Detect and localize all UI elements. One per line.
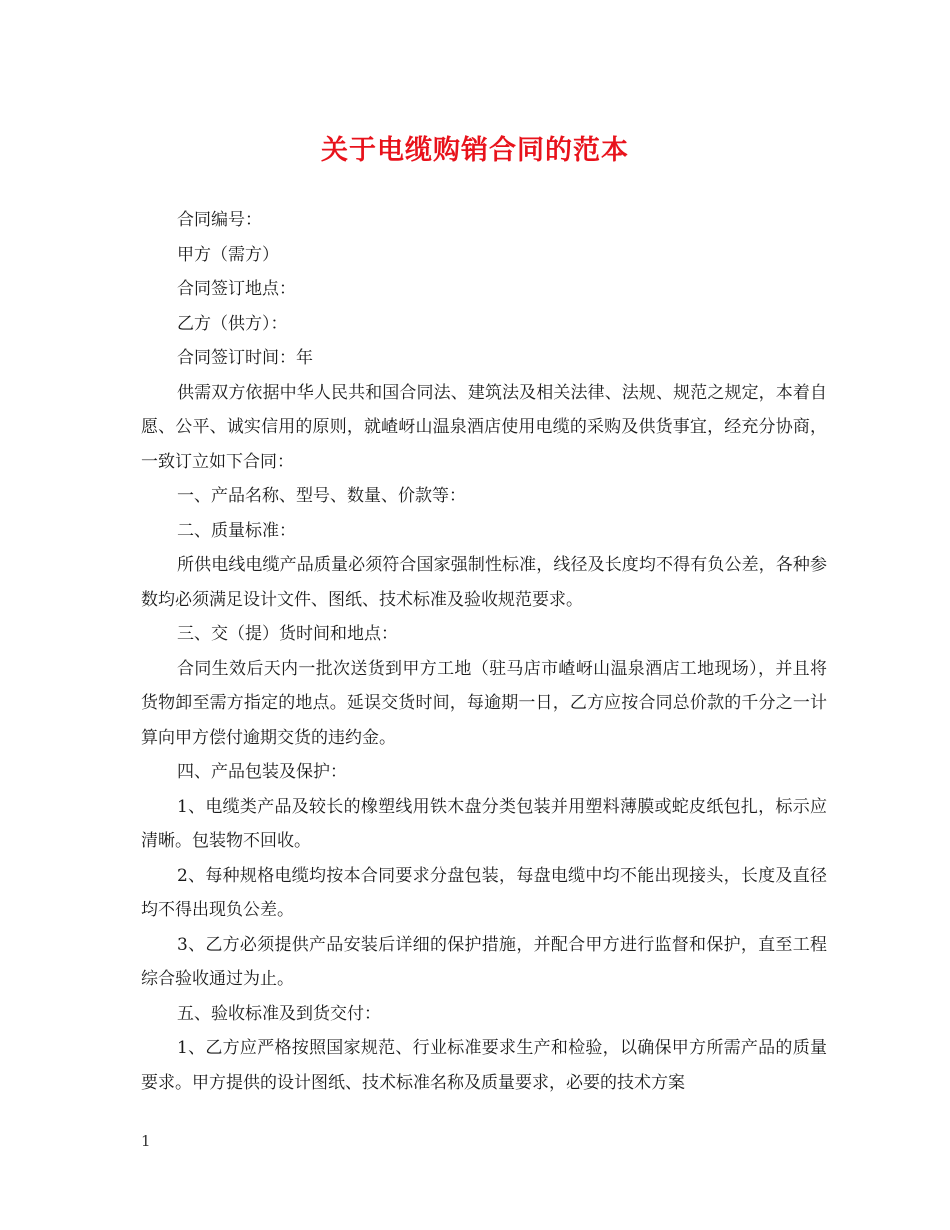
packaging-item-3: 3、乙方必须提供产品安装后详细的保护措施，并配合甲方进行监督和保护，直至工程综合验收通过为止。 xyxy=(141,934,827,989)
contract-number-line: 合同编号： xyxy=(177,210,262,230)
section-heading-acceptance: 五、验收标准及到货交付： xyxy=(177,1003,381,1024)
packaging-item-1: 1、电缆类产品及较长的橡塑线用铁木盘分类包装并用塑料薄膜或蛇皮纸包扎，标示应清晰。包装物不回收。 xyxy=(141,796,827,851)
preamble-paragraph: 供需双方依据中华人民共和国合同法、建筑法及相关法律、法规、规范之规定，本着自愿、公平、诚实信用的原则，就嵖岈山温泉酒店使用电缆的采购及供货事宜，经充分协商，一致订立如下合同： xyxy=(141,382,827,472)
signing-time-line: 合同签订时间：年 xyxy=(177,348,313,368)
signing-place-line: 合同签订地点： xyxy=(177,279,296,299)
section-heading-packaging: 四、产品包装及保护： xyxy=(177,762,347,782)
packaging-item-2: 2、每种规格电缆均按本合同要求分盘包装，每盘电缆中均不能出现接头，长度及直径均不得出现负公差。 xyxy=(141,865,827,920)
section-heading-quality: 二、质量标准： xyxy=(177,520,296,541)
quality-paragraph: 所供电线电缆产品质量必须符合国家强制性标准，线径及长度均不得有负公差，各种参数均必须满足设计文件、图纸、技术标准及验收规范要求。 xyxy=(141,555,827,610)
party-a-line: 甲方（需方） xyxy=(177,244,279,265)
document-body xyxy=(141,203,827,1100)
document-title: 关于电缆购销合同的范本 xyxy=(321,135,629,166)
page-number: 1 xyxy=(141,1132,151,1150)
section-heading-delivery: 三、交（提）货时间和地点： xyxy=(177,624,398,644)
section-heading-products: 一、产品名称、型号、数量、价款等： xyxy=(177,486,466,506)
acceptance-item-1: 1、乙方应严格按照国家规范、行业标准要求生产和检验，以确保甲方所需产品的质量要求。甲方提供的设计图纸、技术标准名称及质量要求，必要的技术方案 xyxy=(141,1038,827,1093)
delivery-paragraph: 合同生效后天内一批次送货到甲方工地（驻马店市嵖岈山温泉酒店工地现场），并且将货物卸至需方指定的地点。延误交货时间，每逾期一日，乙方应按合同总价款的千分之一计算向甲方偿付逾期交货的违约金。 xyxy=(141,658,827,748)
party-b-line: 乙方（供方）： xyxy=(177,313,288,334)
